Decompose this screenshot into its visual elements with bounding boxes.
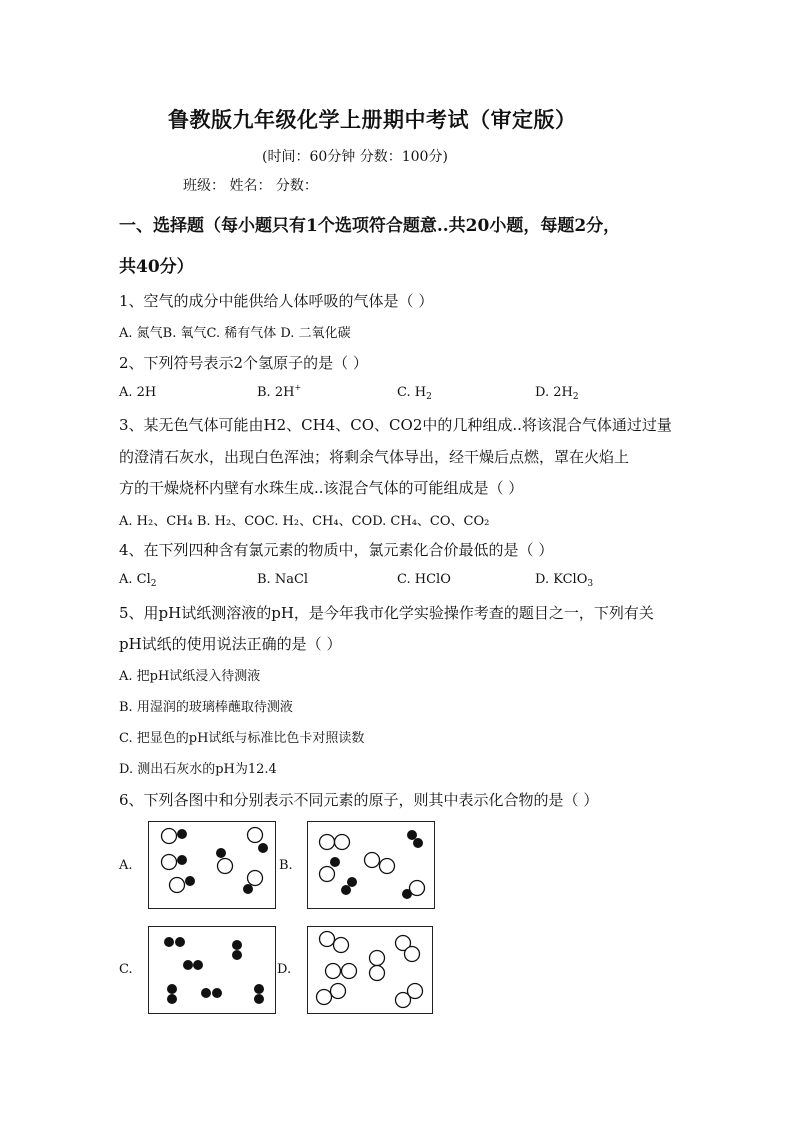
question-5-line-1: 5、用pH试纸测溶液的pH，是今年我市化学实验操作考查的题目之一，下列有关 [119,604,654,622]
figure-label-b: B. [279,858,293,873]
black-atom-icon [201,988,211,998]
question-5-option-c: C. 把显色的pH试纸与标准比色卡对照读数 [119,731,365,746]
black-atom-icon [183,960,193,970]
white-atom-icon [335,835,350,850]
figure-label-c: C. [119,962,133,977]
question-3-line-1: 3、某无色气体可能由H2、CH4、CO、CO2中的几种组成..将该混合气体通过过量 [119,416,672,434]
option-text: C. H [397,385,427,400]
subscript: 2 [572,392,579,402]
white-atom-icon [248,828,263,843]
subscript: 2 [426,392,432,402]
figure-label-d: D. [277,962,292,977]
white-atom-icon [370,966,385,981]
black-atom-icon [175,937,185,947]
white-atom-icon [320,867,335,882]
question-2-option-c [397,385,432,400]
molecule-diagram-b [307,821,435,909]
molecule-diagram-a [148,821,276,909]
white-atom-icon [342,964,357,979]
white-atom-icon [320,932,335,947]
question-4-option-a [119,572,157,587]
question-1-options: A. 氮气B. 氧气C. 稀有气体 D. 二氧化碳 [119,326,351,341]
black-atom-icon [413,838,423,848]
black-atom-icon [193,960,203,970]
black-atom-icon [407,830,417,840]
white-atom-icon [380,859,395,874]
black-atom-icon [232,940,242,950]
black-atom-icon [164,937,174,947]
white-atom-icon [218,859,233,874]
section-heading-cont: 共40分） [119,257,194,277]
black-atom-icon [212,988,222,998]
question-4-option-d [535,572,593,587]
white-atom-icon [248,871,263,886]
question-2-stem: 2、下列符号表示2个氢原子的是（ ） [119,354,368,372]
question-6-stem: 6、下列各图中和分别表示不同元素的原子，则其中表示化合物的是（ ） [119,791,599,809]
black-atom-icon [254,984,264,994]
white-atom-icon [170,878,185,893]
page-title: 鲁教版九年级化学上册期中考试（审定版） [168,107,577,132]
white-atom-icon [370,951,385,966]
black-atom-icon [330,857,340,867]
question-4-option-b: B. NaCl [257,572,309,587]
subscript: 2 [150,579,157,589]
question-4-stem: 4、在下列四种含有氯元素的物质中，氯元素化合价最低的是（ ） [119,541,554,559]
black-atom-icon [177,855,187,865]
white-atom-icon [331,984,346,999]
superscript: + [294,383,302,392]
white-atom-icon [320,835,335,850]
option-text: D. KClO [535,572,588,587]
question-5-option-a: A. 把pH试纸浸入待测液 [119,669,261,684]
question-1-stem: 1、空气的成分中能供给人体呼吸的气体是（ ） [119,292,434,310]
black-atom-icon [347,877,357,887]
question-5-option-b: B. 用湿润的玻璃棒蘸取待测液 [119,700,293,715]
black-atom-icon [216,848,226,858]
black-atom-icon [402,889,412,899]
question-2-option-d [535,385,579,400]
white-atom-icon [405,947,420,962]
white-atom-icon [162,855,177,870]
white-atom-icon [334,938,349,953]
black-atom-icon [232,950,242,960]
molecule-diagram-d [307,926,433,1014]
student-info-line: 班级： 姓名： 分数： [183,178,318,194]
black-atom-icon [243,884,253,894]
question-2-option-a: A. 2H [119,385,157,400]
molecule-diagram-c [148,926,276,1014]
question-3-line-3: 方的干燥烧杯内壁有水珠生成..该混合气体的可能组成是（ ） [119,479,524,497]
white-atom-icon [162,829,177,844]
white-atom-icon [365,853,380,868]
option-text: D. 2H [535,385,573,400]
question-5-option-d: D. 测出石灰水的pH为12.4 [119,762,277,777]
section-heading: 一、选择题（每小题只有1个选项符合题意..共20小题，每题2分， [119,216,621,236]
question-3-line-2: 的澄清石灰水，出现白色浑浊；将剩余气体导出，经干燥后点燃，罩在火焰上 [119,448,630,466]
white-atom-icon [326,964,341,979]
white-atom-icon [408,984,423,999]
black-atom-icon [177,829,187,839]
white-atom-icon [317,990,332,1005]
black-atom-icon [167,984,177,994]
question-4-option-c: C. HClO [397,572,451,587]
black-atom-icon [258,843,268,853]
option-text: A. Cl [119,572,151,587]
option-text: B. 2H [257,385,295,400]
black-atom-icon [341,885,351,895]
subscript: 3 [587,579,594,589]
question-3-options: A. H₂、CH₄ B. H₂、COC. H₂、CH₄、COD. CH₄、CO、CO₂ [119,514,490,529]
figure-label-a: A. [119,858,133,873]
black-atom-icon [254,994,264,1004]
exam-info: (时间：60分钟 分数：100分) [262,149,448,165]
black-atom-icon [167,994,177,1004]
black-atom-icon [185,876,195,886]
question-2-option-b [257,385,301,400]
question-5-line-2: pH试纸的使用说法正确的是（ ） [119,635,342,653]
